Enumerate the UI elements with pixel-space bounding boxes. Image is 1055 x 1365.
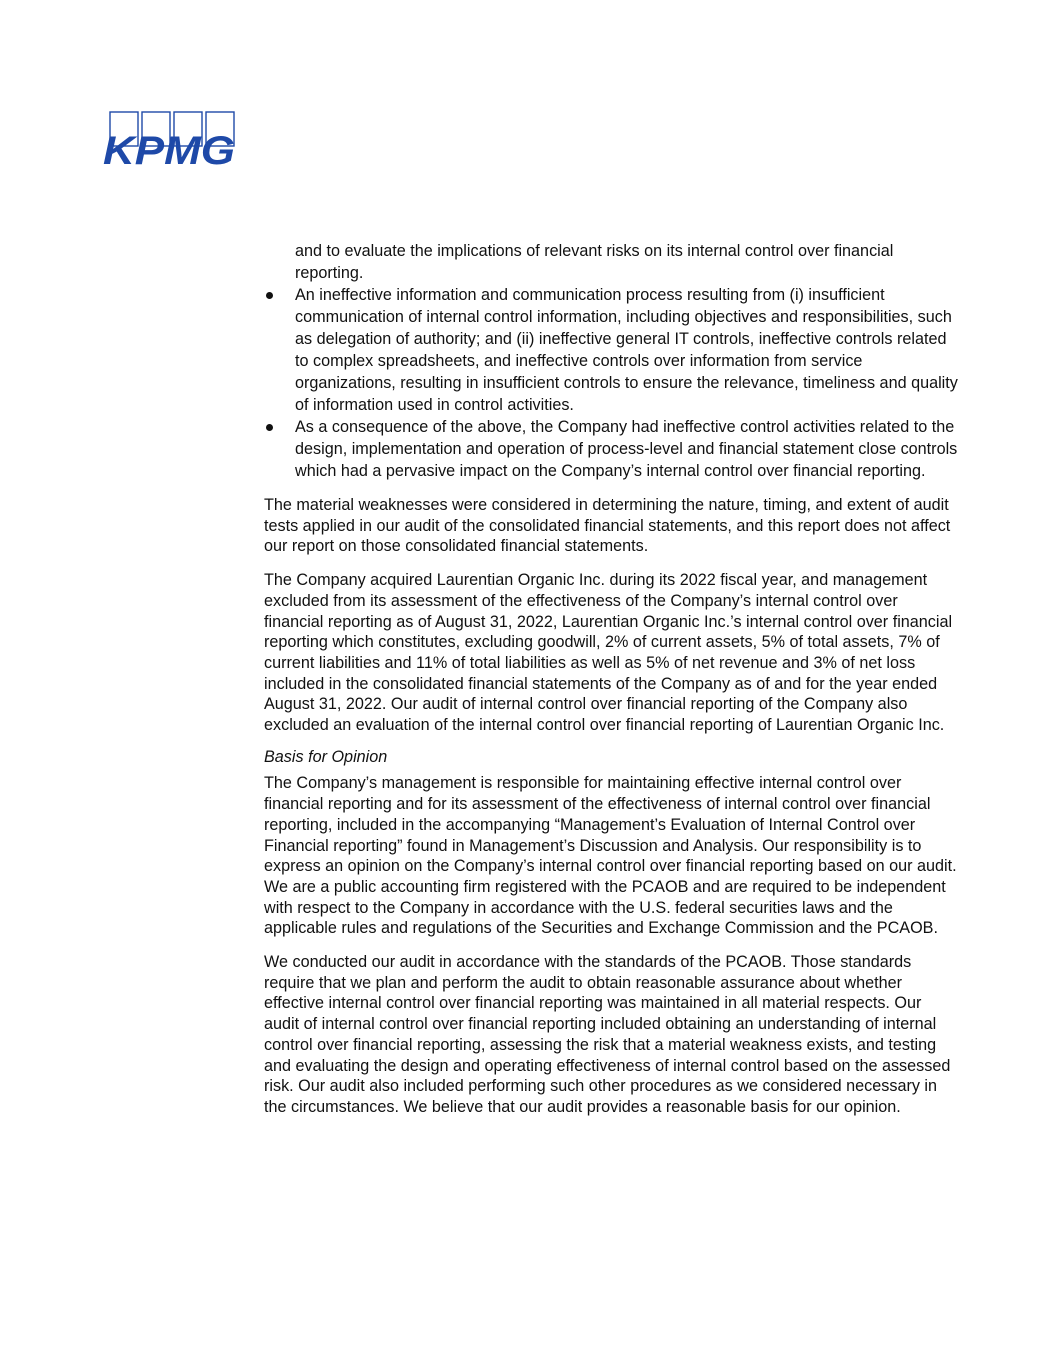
kpmg-logo — [102, 111, 242, 171]
material-weakness-list — [264, 284, 958, 482]
list-item — [264, 284, 958, 416]
logo-wordmark: KPMG — [103, 129, 235, 171]
paragraph-acquisition-exclusion: The Company acquired Laurentian Organic Inc. during its 2022 fiscal year, and management excluded from its assessment of the effectiveness of the Company’s internal control over financial reporting as of August 31, 2022, Laurentian Organic Inc.’s internal control over financial reporting which constitutes, excluding goodwill, 2% of current assets, 5% of total assets, 7% of current liabilities and 11% of total liabilities as well as 5% of net revenue and 3% of net loss included in the consolidated financial statements of the Company as of and for the year ended August 31, 2022. Our audit of internal control over financial reporting of the Company also excluded an evaluation of the internal control over financial reporting of Laurentian Organic Inc. — [264, 571, 953, 735]
section-heading-basis-for-opinion: Basis for Opinion — [264, 747, 388, 766]
paragraph-management-responsibility: The Company’s management is responsible for maintaining effective internal control over financial reporting and for its assessment of the effectiveness of internal control over financial reporting, included in the accompanying “Management’s Evaluation of Internal Control over Financial reporting” found in Management’s Discussion and Analysis. Our responsibility is to express an opinion on the Company’s internal control over financial reporting based on our audit. We are a public accounting firm registered with the PCAOB and are required to be independent with respect to the Company in accordance with the U.S. federal securities laws and the applicable rules and regulations of the Securities and Exchange Commission and the PCAOB. — [264, 774, 957, 938]
paragraph-material-weaknesses: The material weaknesses were considered in determining the nature, timing, and extent of audit tests applied in our audit of the consolidated financial statements, and this report does not affect our report on those consolidated financial statements. — [264, 496, 951, 556]
bullet-text: An ineffective information and communication process resulting from (i) insufficient communication of internal control information, including objectives and responsibilities, such as delegation of authority; and (ii) ineffective general IT controls, ineffective controls related to complex spreadsheets, and ineffective controls over information from service organizations, resulting in insufficient controls to ensure the relevance, timeliness and quality of information used in control activities. — [295, 286, 958, 414]
bullet-continuation-text: and to evaluate the implications of relevant risks on its internal control over financial reporting. — [295, 242, 894, 282]
kpmg-logo-graphic — [102, 111, 242, 171]
list-item — [264, 416, 958, 482]
paragraph-audit-standards: We conducted our audit in accordance with the standards of the PCAOB. Those standards require that we plan and perform the audit to obtain reasonable assurance about whether effective internal control over financial reporting was maintained in all material respects. Our audit of internal control over financial reporting included obtaining an understanding of internal control over financial reporting, assessing the risk that a material weakness exists, and testing and evaluating the design and operating effectiveness of internal control based on the assessed risk. Our audit also included performing such other procedures as we considered necessary in the circumstances. We believe that our audit provides a reasonable basis for our opinion. — [264, 953, 951, 1116]
document-body — [264, 240, 958, 1118]
bullet-text: As a consequence of the above, the Company had ineffective control activities related to the design, implementation and operation of process-level and financial statement close controls which had a pervasive impact on the Company’s internal control over financial reporting. — [295, 418, 958, 480]
